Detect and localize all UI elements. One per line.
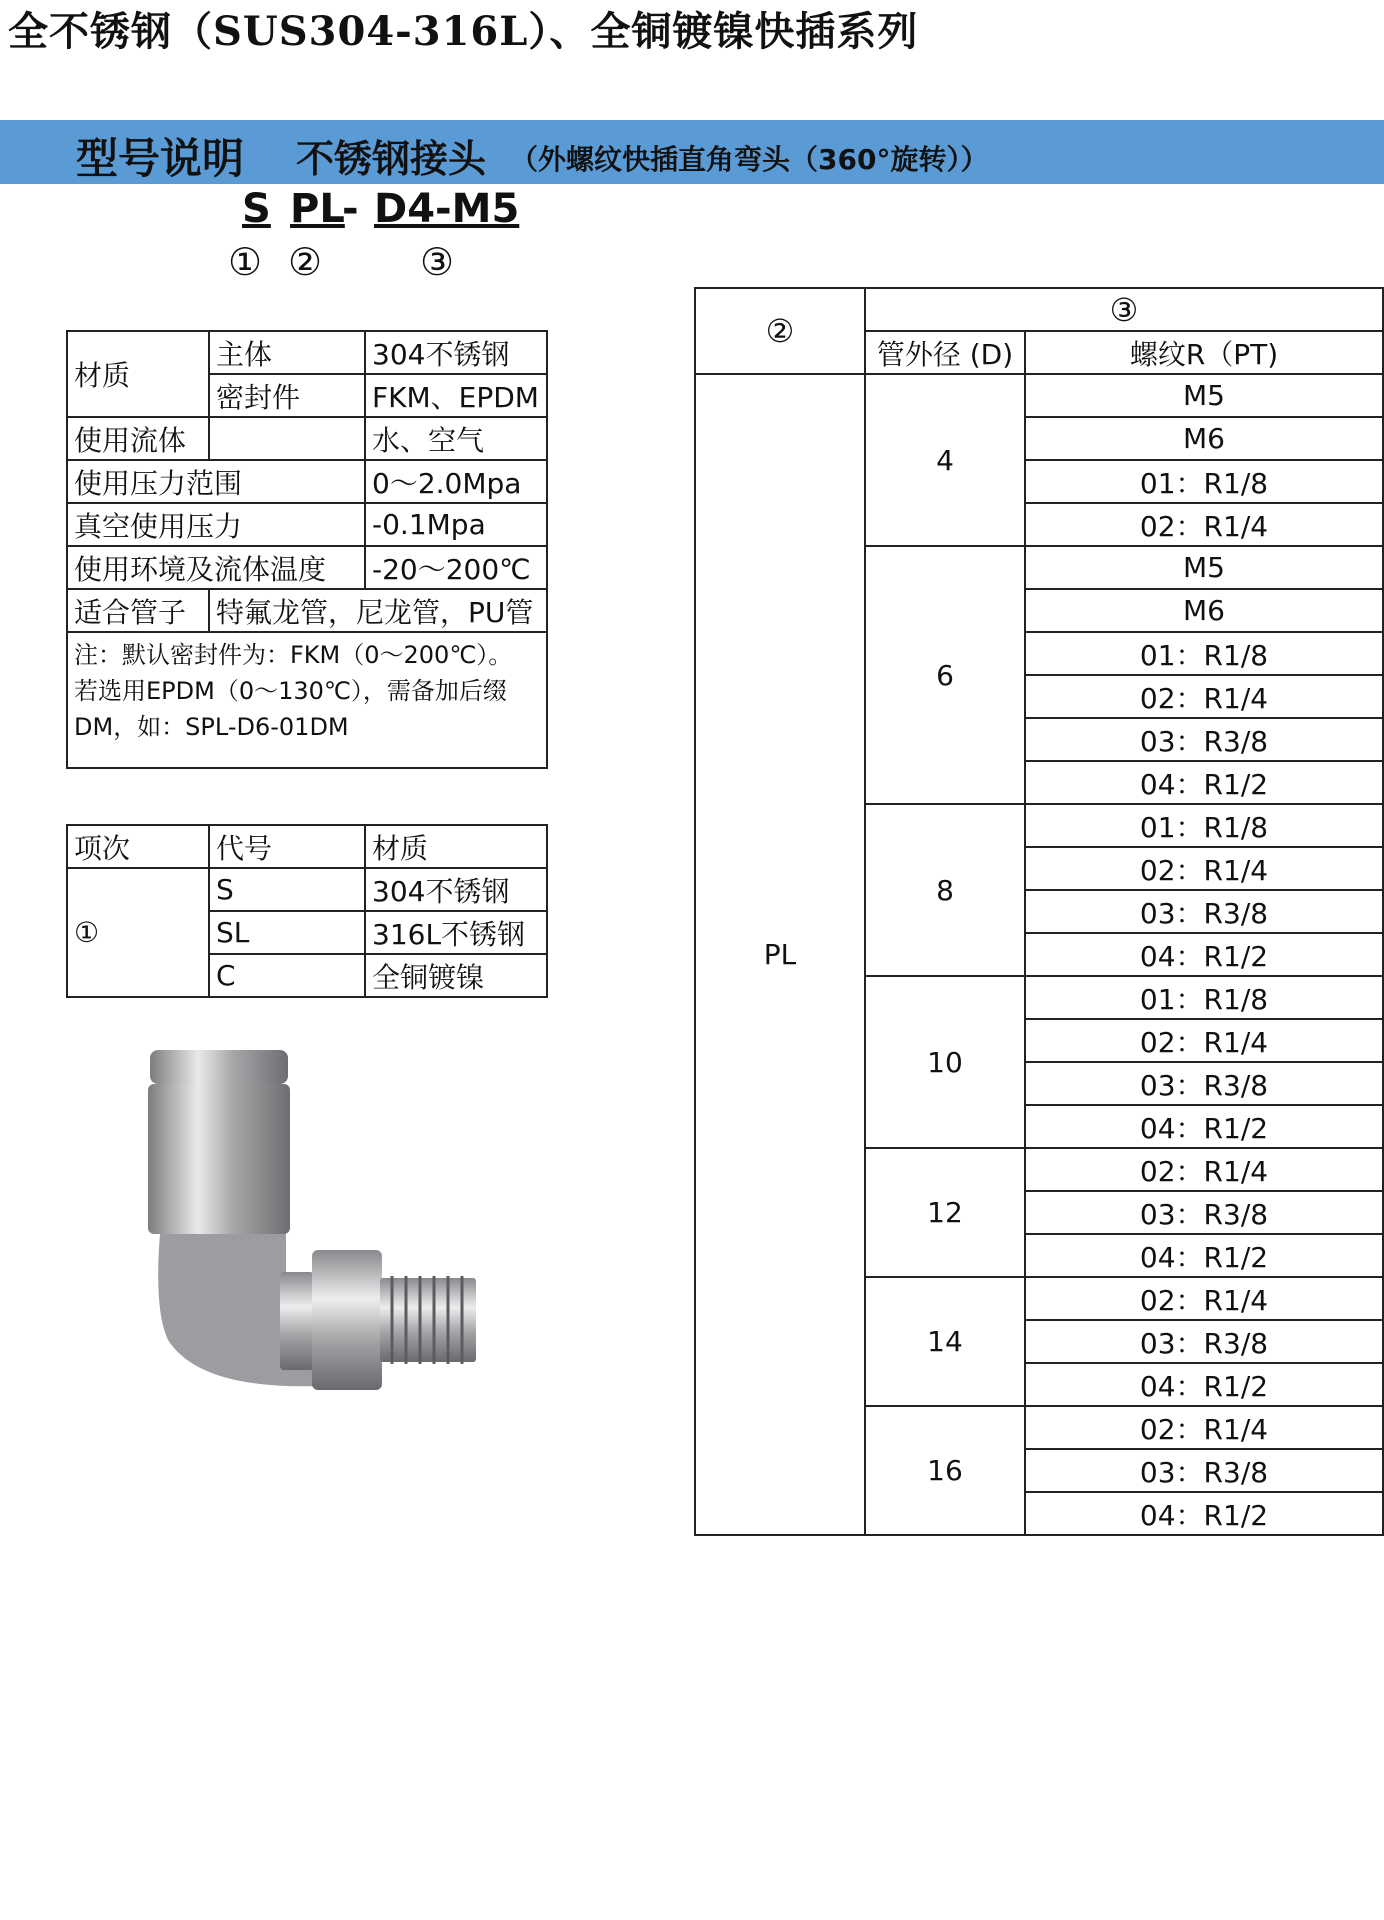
section-banner bbox=[0, 120, 1384, 184]
thread-cell: M6 bbox=[1025, 589, 1383, 632]
table-row bbox=[695, 288, 1383, 331]
thread-cell: 01：R1/8 bbox=[1025, 804, 1383, 847]
thread-cell: M6 bbox=[1025, 417, 1383, 460]
material-cell: 全铜镀镍 bbox=[365, 954, 547, 997]
temp-label: 使用环境及流体温度 bbox=[67, 546, 365, 589]
table-row bbox=[67, 825, 547, 868]
size-column-marker: ③ bbox=[865, 288, 1383, 331]
thread-cell: 01：R1/8 bbox=[1025, 460, 1383, 503]
model-code-part3: D4-M5 bbox=[374, 186, 520, 232]
table-row bbox=[695, 374, 1383, 417]
code-cell: S bbox=[209, 868, 365, 911]
thread-cell: 02：R1/4 bbox=[1025, 847, 1383, 890]
body-label: 主体 bbox=[209, 331, 365, 374]
item-marker: ① bbox=[67, 868, 209, 997]
vacuum-value: -0.1Mpa bbox=[365, 503, 547, 546]
seal-value: FKM、EPDM bbox=[365, 374, 547, 417]
thread-cell: 03：R3/8 bbox=[1025, 1449, 1383, 1492]
empty-cell bbox=[209, 417, 365, 460]
thread-cell: 01：R1/8 bbox=[1025, 976, 1383, 1019]
model-marker-3: ③ bbox=[420, 240, 455, 284]
thread-cell: 03：R3/8 bbox=[1025, 890, 1383, 933]
thread-cell: 01：R1/8 bbox=[1025, 632, 1383, 675]
code-cell: SL bbox=[209, 911, 365, 954]
table-row bbox=[67, 503, 547, 546]
header-item: 项次 bbox=[67, 825, 209, 868]
thread-cell: 03：R3/8 bbox=[1025, 1062, 1383, 1105]
table-row bbox=[67, 868, 547, 911]
thread-cell: 03：R3/8 bbox=[1025, 718, 1383, 761]
thread-cell: 04：R1/2 bbox=[1025, 1363, 1383, 1406]
thread-header: 螺纹R（PT) bbox=[1025, 331, 1383, 374]
thread-cell: 04：R1/2 bbox=[1025, 1234, 1383, 1277]
seal-label: 密封件 bbox=[209, 374, 365, 417]
spec-table bbox=[66, 330, 548, 769]
thread-cell: 04：R1/2 bbox=[1025, 933, 1383, 976]
thread-cell: 04：R1/2 bbox=[1025, 1105, 1383, 1148]
table-row bbox=[67, 632, 547, 768]
tube-label: 适合管子 bbox=[67, 589, 209, 632]
note-line: 注：默认密封件为：FKM（0～200℃）。 bbox=[74, 641, 513, 669]
note-cell bbox=[67, 632, 547, 768]
tube-od-cell: 16 bbox=[865, 1406, 1025, 1535]
thread-cell: M5 bbox=[1025, 374, 1383, 417]
material-label: 材质 bbox=[67, 331, 209, 417]
thread-cell: 04：R1/2 bbox=[1025, 1492, 1383, 1535]
note-line: DM，如：SPL-D6-01DM bbox=[74, 713, 349, 741]
thread-cell: 02：R1/4 bbox=[1025, 1148, 1383, 1191]
note-line: 若选用EPDM（0～130℃），需备加后缀 bbox=[74, 677, 507, 705]
size-table bbox=[694, 287, 1384, 1536]
type-column-marker: ② bbox=[695, 288, 865, 374]
table-row bbox=[67, 546, 547, 589]
table-row bbox=[67, 460, 547, 503]
pressure-value: 0～2.0Mpa bbox=[365, 460, 547, 503]
thread-cell: 02：R1/4 bbox=[1025, 1019, 1383, 1062]
tube-od-cell: 8 bbox=[865, 804, 1025, 976]
thread-cell: 04：R1/2 bbox=[1025, 761, 1383, 804]
table-row bbox=[67, 417, 547, 460]
thread-cell: 02：R1/4 bbox=[1025, 1406, 1383, 1449]
vacuum-label: 真空使用压力 bbox=[67, 503, 365, 546]
elbow-fitting-photo bbox=[140, 1050, 500, 1400]
header-material: 材质 bbox=[365, 825, 547, 868]
tube-od-cell: 4 bbox=[865, 374, 1025, 546]
model-code-part1: S bbox=[242, 186, 271, 232]
body-value: 304不锈钢 bbox=[365, 331, 547, 374]
model-code-dash: - bbox=[342, 186, 359, 232]
model-marker-1: ① bbox=[228, 240, 263, 284]
thread-cell: 02：R1/4 bbox=[1025, 503, 1383, 546]
thread-cell: 03：R3/8 bbox=[1025, 1191, 1383, 1234]
tube-od-cell: 14 bbox=[865, 1277, 1025, 1406]
table-row bbox=[67, 589, 547, 632]
tube-od-header: 管外径 (D) bbox=[865, 331, 1025, 374]
banner-detail-label: （外螺纹快插直角弯头（360°旋转）） bbox=[510, 143, 989, 176]
header-code: 代号 bbox=[209, 825, 365, 868]
tube-od-cell: 10 bbox=[865, 976, 1025, 1148]
material-table bbox=[66, 824, 548, 998]
temp-value: -20～200℃ bbox=[365, 546, 547, 589]
pressure-label: 使用压力范围 bbox=[67, 460, 365, 503]
page-title: 全不锈钢（SUS304-316L）、全铜镀镍快插系列 bbox=[8, 8, 919, 55]
thread-cell: 02：R1/4 bbox=[1025, 1277, 1383, 1320]
banner-section-label: 型号说明 bbox=[76, 134, 245, 183]
thread-cell: 03：R3/8 bbox=[1025, 1320, 1383, 1363]
tube-od-cell: 6 bbox=[865, 546, 1025, 804]
material-cell: 316L不锈钢 bbox=[365, 911, 547, 954]
tube-value: 特氟龙管，尼龙管，PU管 bbox=[209, 589, 547, 632]
thread-cell: M5 bbox=[1025, 546, 1383, 589]
code-cell: C bbox=[209, 954, 365, 997]
model-code-part2: PL bbox=[290, 186, 345, 232]
model-marker-2: ② bbox=[288, 240, 323, 284]
tube-od-cell: 12 bbox=[865, 1148, 1025, 1277]
banner-product-label: 不锈钢接头 bbox=[296, 137, 487, 181]
material-cell: 304不锈钢 bbox=[365, 868, 547, 911]
table-row bbox=[67, 331, 547, 374]
type-cell: PL bbox=[695, 374, 865, 1535]
fluid-value: 水、空气 bbox=[365, 417, 547, 460]
thread-cell: 02：R1/4 bbox=[1025, 675, 1383, 718]
fluid-label: 使用流体 bbox=[67, 417, 209, 460]
